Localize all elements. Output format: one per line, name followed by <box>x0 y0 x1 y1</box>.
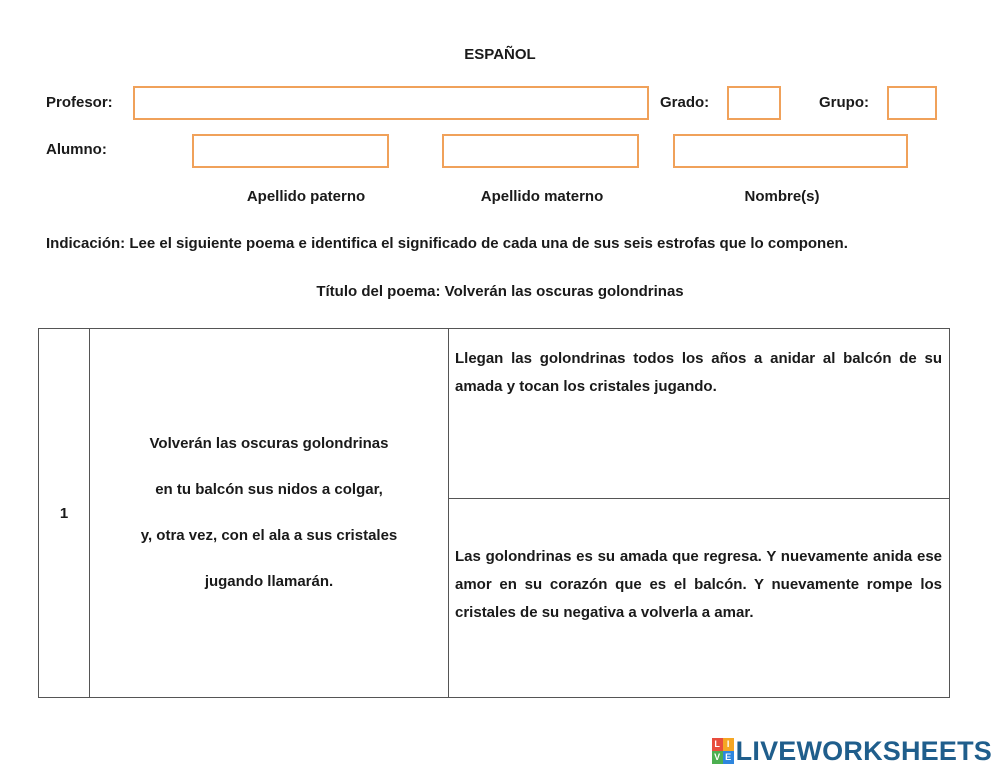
liveworksheets-logo-icon <box>712 738 734 764</box>
verse-line: y, otra vez, con el ala a sus cristales <box>140 527 398 544</box>
liveworksheets-wordmark: LIVEWORKSHEETS <box>735 735 992 766</box>
stanza-verses <box>90 329 449 698</box>
grado-input[interactable] <box>727 86 781 120</box>
poem-title: Título del poema: Volverán las oscuras golondrinas <box>316 283 684 300</box>
meaning-option-2[interactable] <box>449 499 950 698</box>
verse-line: jugando llamarán. <box>204 573 334 590</box>
instructions-text: Indicación: Lee el siguiente poema e identifica el significado de cada una de sus seis estrofas que lo componen. <box>46 235 848 252</box>
meaning-option-1[interactable] <box>449 329 950 499</box>
stanza-number: 1 <box>39 329 90 698</box>
grado-label: Grado: <box>660 94 710 111</box>
verse-line: Volverán las oscuras golondrinas <box>149 435 389 452</box>
grupo-input[interactable] <box>887 86 937 120</box>
meaning-option-1-text: Llegan las golondrinas todos los años a anidar al balcón de su amada y tocan los cristales jugando. <box>455 350 942 395</box>
nombres-caption: Nombre(s) <box>744 188 820 205</box>
apellido-materno-caption: Apellido materno <box>480 188 604 205</box>
grupo-label: Grupo: <box>819 94 869 111</box>
logo-letter: L <box>712 738 723 751</box>
apellido-materno-input[interactable] <box>442 134 639 168</box>
meaning-option-2-text: Las golondrinas es su amada que regresa. Y nuevamente anida ese amor en su corazón que es el balcón. Y nuevamente rompe los cristales de su negativa a volverla a amar. <box>455 548 942 621</box>
apellido-paterno-input[interactable] <box>192 134 389 168</box>
alumno-label: Alumno: <box>46 141 107 158</box>
logo-letter: V <box>712 751 723 764</box>
logo-letter: E <box>723 751 734 764</box>
apellido-paterno-caption: Apellido paterno <box>246 188 366 205</box>
table-row <box>39 329 950 499</box>
liveworksheets-brand <box>712 736 992 766</box>
profesor-input[interactable] <box>133 86 649 120</box>
logo-letter: I <box>723 738 734 751</box>
profesor-label: Profesor: <box>46 94 113 111</box>
poem-table <box>38 328 950 698</box>
page-title: ESPAÑOL <box>464 46 536 63</box>
nombres-input[interactable] <box>673 134 908 168</box>
verse-line: en tu balcón sus nidos a colgar, <box>155 481 383 498</box>
